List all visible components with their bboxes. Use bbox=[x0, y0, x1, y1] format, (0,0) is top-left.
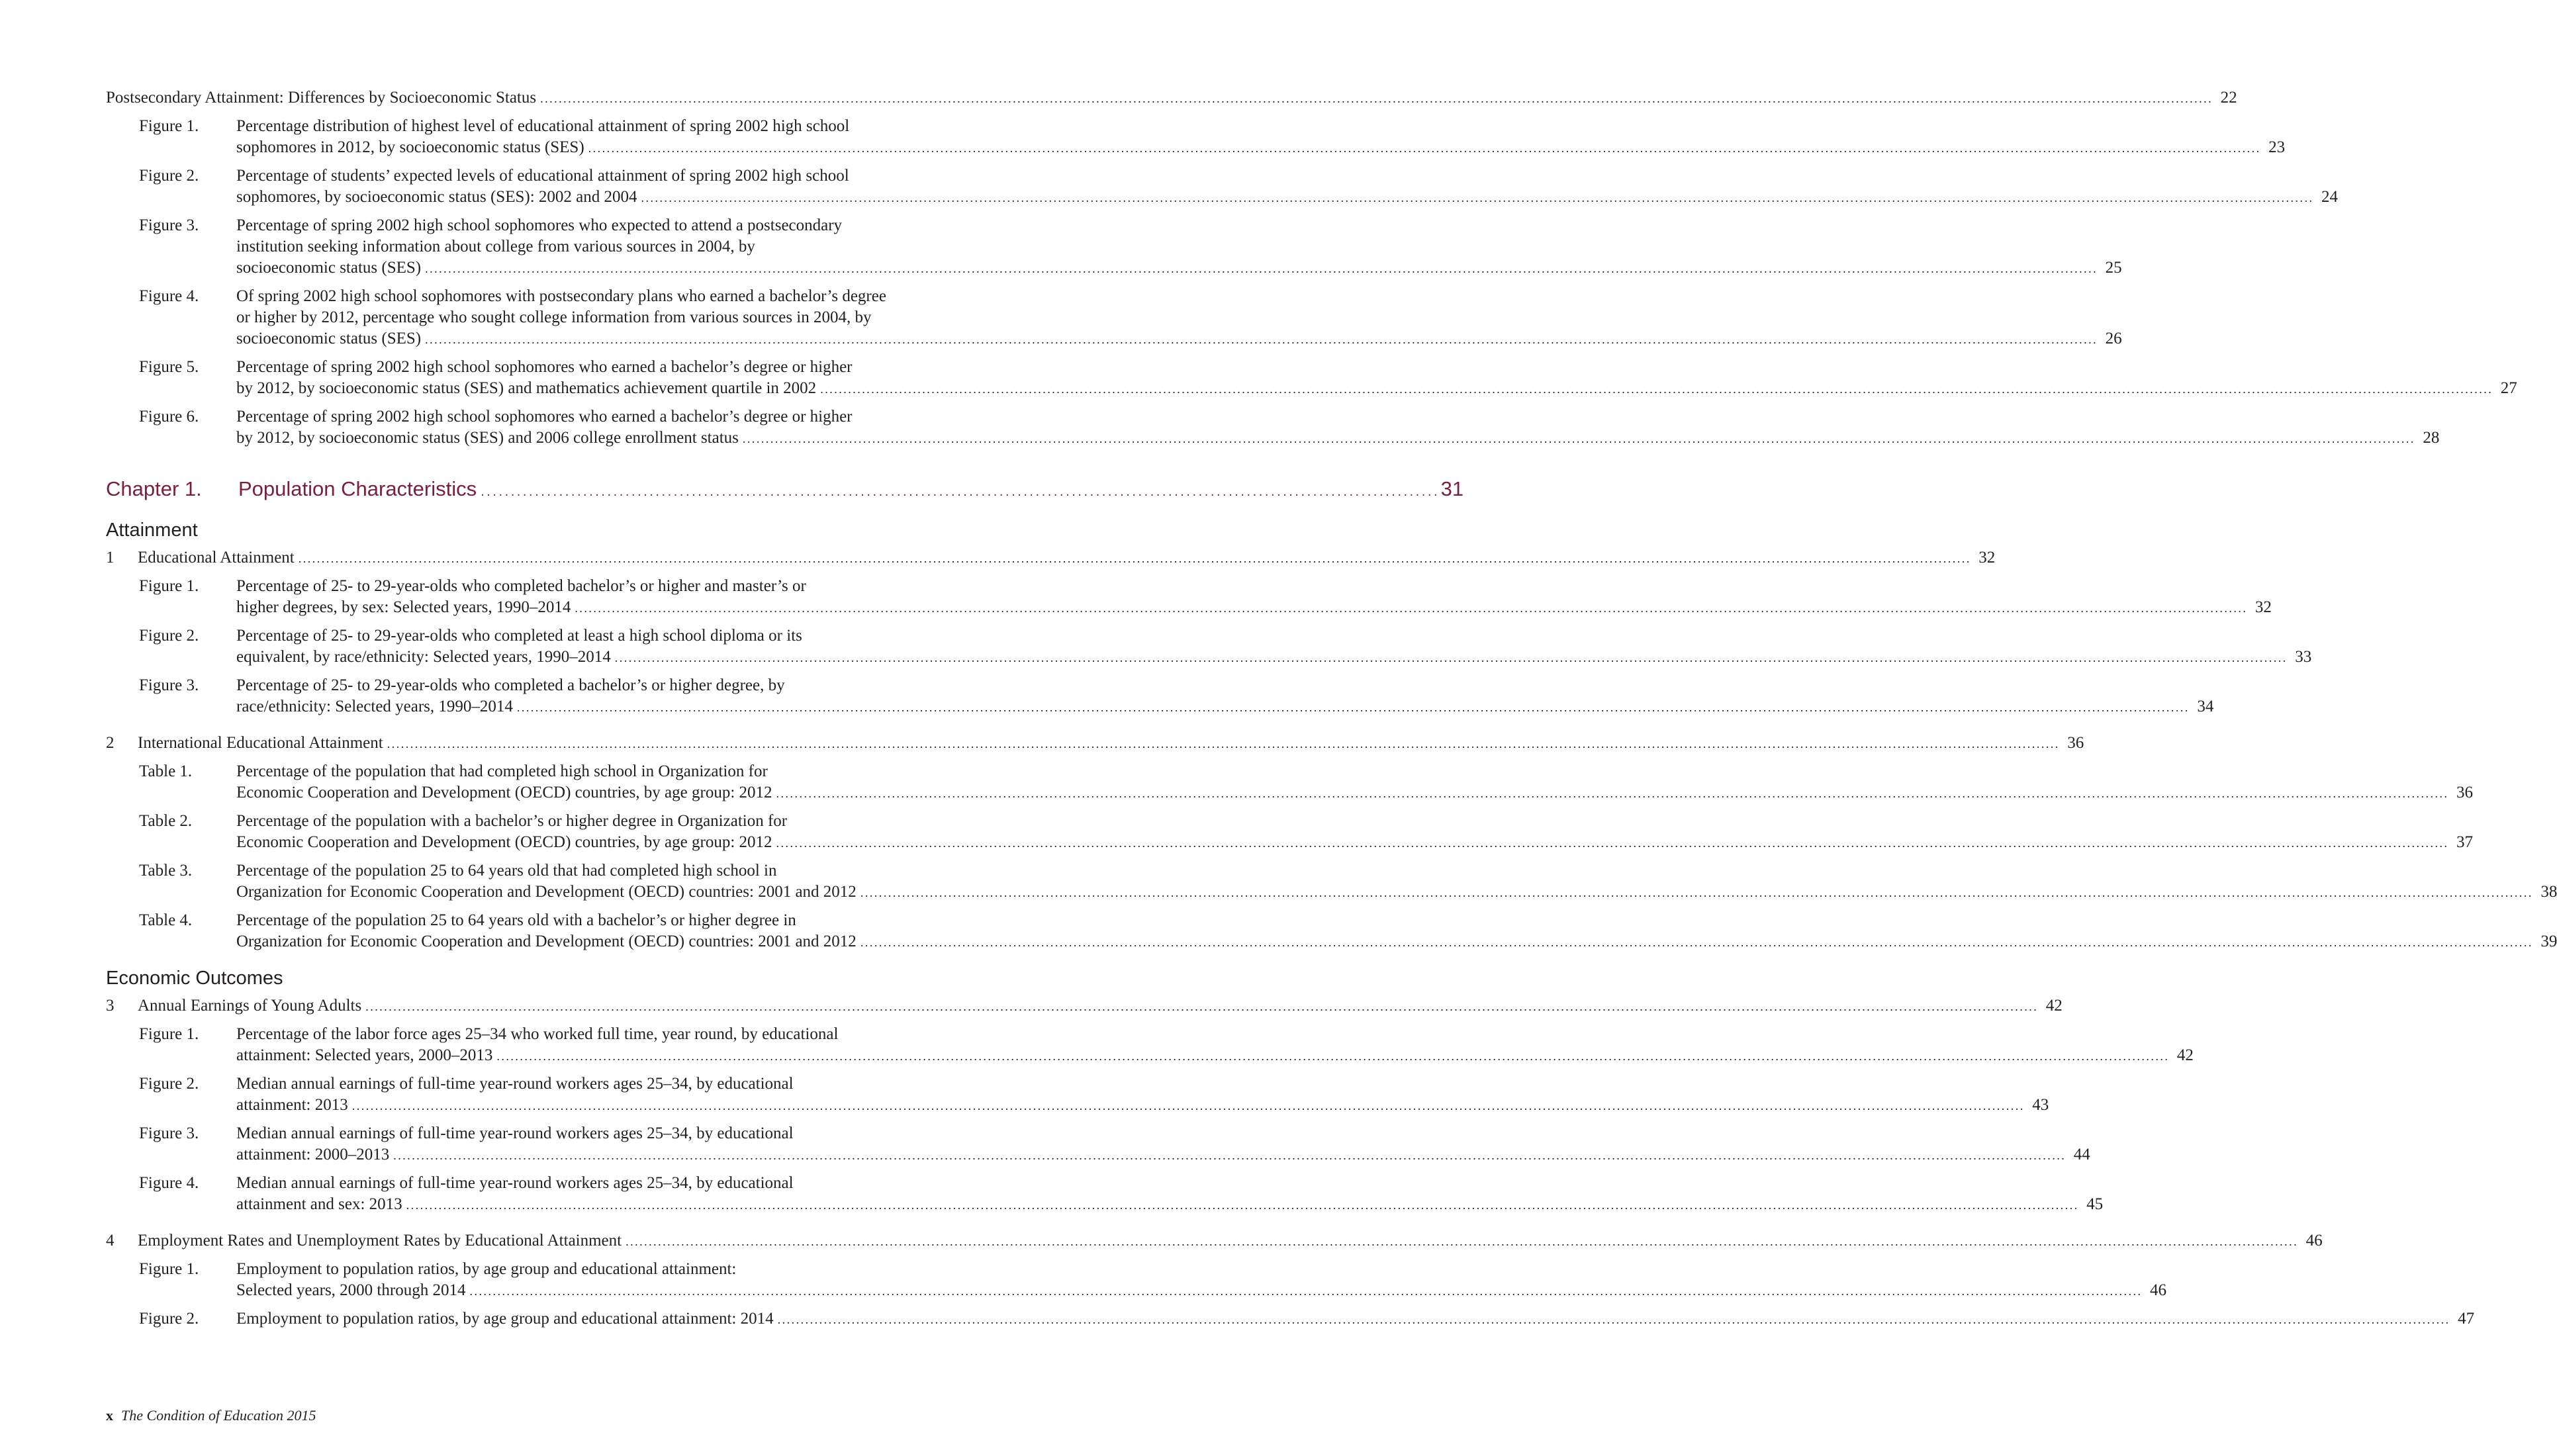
indicator-entry[interactable] bbox=[106, 547, 1996, 569]
item-last-line bbox=[236, 1194, 2103, 1216]
item-body bbox=[236, 1123, 2090, 1166]
figure-entry[interactable] bbox=[106, 625, 2312, 668]
item-body bbox=[236, 1073, 2049, 1116]
item-last-line bbox=[236, 137, 2285, 159]
item-body bbox=[236, 811, 2473, 854]
item-last-line bbox=[236, 1308, 2474, 1330]
footer-publication-title: The Condition of Education 2015 bbox=[121, 1407, 316, 1424]
page-number: 32 bbox=[1978, 549, 1996, 567]
item-line: Percentage of the population with a bachelor’s or higher degree in Organization for bbox=[236, 812, 788, 830]
dot-leader bbox=[575, 598, 2245, 619]
page-number: 22 bbox=[2220, 89, 2237, 107]
figure-entry[interactable] bbox=[106, 1123, 2090, 1166]
figure-entry[interactable] bbox=[106, 165, 2338, 208]
item-line: Employment to population ratios, by age group and educational attainment: bbox=[236, 1260, 737, 1278]
item-last-line bbox=[236, 378, 2517, 400]
figure-entry[interactable] bbox=[106, 576, 2272, 619]
item-label: Figure 6. bbox=[139, 408, 199, 426]
item-body bbox=[236, 675, 2213, 718]
dot-leader bbox=[425, 329, 2096, 350]
page-number: 42 bbox=[2176, 1046, 2194, 1064]
indicator-entry-title: Educational Attainment bbox=[138, 549, 295, 567]
item-line: Economic Cooperation and Development (OECD) countries, by age group: 2012 bbox=[236, 784, 772, 801]
item-body bbox=[236, 625, 2311, 668]
item-line: higher degrees, by sex: Selected years, 1990–2014 bbox=[236, 598, 571, 616]
item-label: Figure 2. bbox=[139, 1075, 199, 1093]
dot-leader bbox=[743, 428, 2413, 449]
page-number: 46 bbox=[2149, 1281, 2166, 1299]
indicator-number: 2 bbox=[106, 734, 115, 752]
dot-leader bbox=[776, 833, 2447, 854]
figure-entry[interactable] bbox=[106, 357, 2517, 400]
page-number: 28 bbox=[2423, 429, 2440, 447]
item-body bbox=[236, 1308, 2474, 1330]
footer-page-number: x bbox=[106, 1407, 113, 1424]
section-entry-title: Postsecondary Attainment: Differences by Socioeconomic Status bbox=[106, 89, 537, 107]
figure-entry[interactable] bbox=[106, 406, 2440, 449]
dot-leader bbox=[860, 882, 2531, 903]
dot-leader bbox=[641, 187, 2312, 208]
section-entry[interactable] bbox=[106, 87, 2237, 109]
item-line: Selected years, 2000 through 2014 bbox=[236, 1281, 466, 1299]
item-label: Figure 1. bbox=[139, 1260, 199, 1278]
dot-leader bbox=[481, 478, 1436, 505]
item-line: sophomores in 2012, by socioeconomic status (SES) bbox=[236, 138, 584, 156]
dot-leader bbox=[496, 1046, 2167, 1067]
indicator-entry-title: Employment Rates and Unemployment Rates by Educational Attainment bbox=[138, 1232, 622, 1250]
item-line: Percentage distribution of highest level of educational attainment of spring 2002 high school bbox=[236, 117, 850, 135]
item-last-line bbox=[236, 647, 2311, 668]
item-last-line bbox=[236, 187, 2338, 208]
item-line: Percentage of 25- to 29-year-olds who completed at least a high school diploma or its bbox=[236, 627, 802, 645]
item-label: Figure 4. bbox=[139, 287, 199, 305]
item-label: Figure 3. bbox=[139, 216, 199, 234]
subsection-heading: Economic Outcomes bbox=[106, 968, 283, 989]
item-line: Of spring 2002 high school sophomores with postsecondary plans who earned a bachelor’s degree bbox=[236, 287, 886, 305]
item-label: Table 1. bbox=[139, 762, 193, 780]
item-line: Percentage of the labor force ages 25–34 who worked full time, year round, by educational bbox=[236, 1025, 839, 1043]
indicator-entry-title: International Educational Attainment bbox=[138, 734, 383, 752]
item-label: Figure 2. bbox=[139, 167, 199, 185]
page-number: 39 bbox=[2540, 933, 2557, 950]
indicator-block bbox=[106, 547, 2312, 718]
item-line: or higher by 2012, percentage who sought college information from various sources in 2004, by bbox=[236, 308, 872, 326]
item-line: by 2012, by socioeconomic status (SES) and 2006 college enrollment status bbox=[236, 429, 739, 447]
item-line: Percentage of spring 2002 high school sophomores who earned a bachelor’s degree or higher bbox=[236, 358, 853, 376]
page-number: 37 bbox=[2456, 833, 2474, 851]
item-last-line bbox=[236, 931, 2557, 953]
item-line: sophomores, by socioeconomic status (SES): 2002 and 2004 bbox=[236, 188, 637, 206]
item-label: Table 2. bbox=[139, 812, 193, 830]
page-number: 46 bbox=[2305, 1232, 2323, 1250]
item-line: Percentage of 25- to 29-year-olds who completed a bachelor’s or higher degree, by bbox=[236, 676, 785, 694]
table-entry[interactable] bbox=[106, 860, 2557, 903]
item-line: Employment to population ratios, by age group and educational attainment: 2014 bbox=[236, 1310, 774, 1328]
indicator-number: 4 bbox=[106, 1232, 115, 1250]
figure-entry[interactable] bbox=[106, 1259, 2166, 1302]
item-line: socioeconomic status (SES) bbox=[236, 259, 422, 277]
indicator-block bbox=[106, 1230, 2475, 1330]
figure-entry[interactable] bbox=[106, 1024, 2194, 1067]
dot-leader bbox=[365, 996, 2036, 1017]
item-line: Median annual earnings of full-time year-round workers ages 25–34, by educational bbox=[236, 1075, 794, 1093]
indicator-entry[interactable] bbox=[106, 995, 2063, 1017]
chapter-label: Chapter 1. bbox=[106, 477, 202, 500]
item-line: Percentage of the population 25 to 64 years old that had completed high school in bbox=[236, 862, 777, 880]
dot-leader bbox=[615, 647, 2286, 668]
item-line: attainment: Selected years, 2000–2013 bbox=[236, 1046, 493, 1064]
intro-section bbox=[106, 87, 2517, 449]
item-line: attainment: 2013 bbox=[236, 1096, 348, 1114]
item-label: Figure 2. bbox=[139, 627, 199, 645]
item-body bbox=[236, 1173, 2103, 1216]
item-body bbox=[236, 1259, 2166, 1302]
page-number: 44 bbox=[2073, 1146, 2090, 1163]
item-label: Figure 3. bbox=[139, 1124, 199, 1142]
indicator-entry[interactable] bbox=[106, 1230, 2323, 1252]
item-line: Percentage of spring 2002 high school sophomores who earned a bachelor’s degree or higher bbox=[236, 408, 853, 426]
item-label: Figure 1. bbox=[139, 1025, 199, 1043]
item-label: Figure 1. bbox=[139, 117, 199, 135]
indicator-entry-title: Annual Earnings of Young Adults bbox=[138, 997, 362, 1015]
item-last-line bbox=[236, 597, 2272, 619]
item-line: attainment and sex: 2013 bbox=[236, 1195, 402, 1213]
item-label: Table 4. bbox=[139, 911, 193, 929]
page-number: 27 bbox=[2500, 379, 2517, 397]
item-last-line bbox=[236, 428, 2439, 449]
chapter-heading[interactable] bbox=[106, 476, 1464, 505]
figure-entry[interactable] bbox=[106, 1173, 2104, 1216]
dot-leader bbox=[387, 733, 2058, 754]
indicator-entry-text bbox=[106, 733, 383, 754]
figure-entry[interactable] bbox=[106, 1073, 2049, 1116]
item-line: Percentage of the population 25 to 64 years old with a bachelor’s or higher degree in bbox=[236, 911, 796, 929]
figure-entry[interactable] bbox=[106, 215, 2122, 279]
item-body bbox=[236, 576, 2272, 619]
item-label: Figure 5. bbox=[139, 358, 199, 376]
item-line: Organization for Economic Cooperation and Development (OECD) countries: 2001 and 2012 bbox=[236, 933, 857, 950]
dot-leader bbox=[425, 258, 2096, 279]
page-number: 33 bbox=[2295, 648, 2312, 666]
item-line: institution seeking information about college from various sources in 2004, by bbox=[236, 238, 755, 255]
dot-leader bbox=[778, 1309, 2448, 1330]
item-line: race/ethnicity: Selected years, 1990–2014 bbox=[236, 698, 513, 715]
indicator-entry-text bbox=[106, 1230, 622, 1251]
item-body bbox=[236, 761, 2473, 804]
item-line: Economic Cooperation and Development (OECD) countries, by age group: 2012 bbox=[236, 833, 772, 851]
item-body bbox=[236, 1024, 2194, 1067]
dot-leader bbox=[393, 1145, 2064, 1166]
item-line: attainment: 2000–2013 bbox=[236, 1146, 390, 1163]
item-last-line bbox=[236, 257, 2122, 279]
page-number: 43 bbox=[2032, 1096, 2049, 1114]
item-last-line bbox=[236, 1095, 2049, 1116]
indicator-block bbox=[106, 995, 2194, 1216]
item-label: Figure 2. bbox=[139, 1310, 199, 1328]
dot-leader bbox=[860, 932, 2531, 953]
item-line: by 2012, by socioeconomic status (SES) and mathematics achievement quartile in 2002 bbox=[236, 379, 817, 397]
indicator-number: 1 bbox=[106, 549, 115, 567]
dot-leader bbox=[517, 697, 2188, 718]
item-last-line bbox=[236, 882, 2557, 903]
subsection-heading: Attainment bbox=[106, 520, 198, 541]
table-entry[interactable] bbox=[106, 761, 2474, 804]
item-last-line bbox=[236, 1144, 2090, 1166]
item-last-line bbox=[236, 696, 2213, 718]
chapter-title: Population Characteristics bbox=[238, 477, 477, 500]
page-number: 25 bbox=[2105, 259, 2122, 277]
item-body bbox=[236, 357, 2517, 400]
page-number: 45 bbox=[2086, 1195, 2104, 1213]
indicator-entry-text bbox=[106, 995, 361, 1017]
chapter-page-number: 31 bbox=[1440, 477, 1464, 500]
dot-leader bbox=[352, 1095, 2023, 1116]
dot-leader bbox=[540, 88, 2211, 109]
item-line: Median annual earnings of full-time year-round workers ages 25–34, by educational bbox=[236, 1174, 794, 1192]
item-last-line bbox=[236, 1045, 2194, 1067]
figure-entry[interactable] bbox=[106, 116, 2286, 159]
page-footer bbox=[106, 1407, 316, 1424]
item-body bbox=[236, 165, 2338, 208]
table-of-contents bbox=[106, 87, 2557, 1330]
dot-leader bbox=[406, 1195, 2077, 1216]
item-line: socioeconomic status (SES) bbox=[236, 330, 422, 347]
page-number: 24 bbox=[2321, 188, 2338, 206]
page-number: 34 bbox=[2197, 698, 2214, 715]
item-line: Organization for Economic Cooperation and Development (OECD) countries: 2001 and 2012 bbox=[236, 883, 857, 901]
dot-leader bbox=[588, 138, 2259, 159]
page-number: 32 bbox=[2255, 598, 2272, 616]
item-last-line bbox=[236, 328, 2122, 350]
table-entry[interactable] bbox=[106, 910, 2557, 953]
indicator-block bbox=[106, 733, 2557, 953]
indicator-number: 3 bbox=[106, 997, 115, 1015]
page-number: 23 bbox=[2268, 138, 2286, 156]
page-number: 42 bbox=[2045, 997, 2063, 1015]
page-number: 36 bbox=[2456, 784, 2474, 801]
section-entry-text bbox=[106, 87, 536, 109]
item-body bbox=[236, 910, 2557, 953]
page-number: 38 bbox=[2540, 883, 2557, 901]
dot-leader bbox=[469, 1281, 2140, 1302]
item-line: equivalent, by race/ethnicity: Selected years, 1990–2014 bbox=[236, 648, 611, 666]
item-body bbox=[236, 116, 2285, 159]
dot-leader bbox=[626, 1231, 2296, 1252]
page-number: 47 bbox=[2458, 1310, 2475, 1328]
item-line: Percentage of the population that had completed high school in Organization for bbox=[236, 762, 768, 780]
item-line: Median annual earnings of full-time year-round workers ages 25–34, by educational bbox=[236, 1124, 794, 1142]
dot-leader bbox=[820, 379, 2491, 400]
dot-leader bbox=[776, 783, 2447, 804]
item-line: Percentage of students’ expected levels of educational attainment of spring 2002 high school bbox=[236, 167, 849, 185]
item-last-line bbox=[236, 782, 2473, 804]
indicator-entry[interactable] bbox=[106, 733, 2084, 754]
indicator-entry-text bbox=[106, 547, 295, 569]
item-label: Figure 3. bbox=[139, 676, 199, 694]
item-body bbox=[236, 406, 2439, 449]
toc-groups bbox=[106, 518, 2557, 1330]
dot-leader bbox=[299, 548, 1969, 569]
item-label: Figure 1. bbox=[139, 577, 199, 595]
item-body bbox=[236, 860, 2557, 903]
table-entry[interactable] bbox=[106, 811, 2474, 854]
figure-entry[interactable] bbox=[106, 1308, 2475, 1330]
item-label: Table 3. bbox=[139, 862, 193, 880]
page-number: 26 bbox=[2105, 330, 2122, 347]
figure-entry[interactable] bbox=[106, 675, 2214, 718]
page-number: 36 bbox=[2067, 734, 2084, 752]
item-line: Percentage of spring 2002 high school sophomores who expected to attend a postsecondary bbox=[236, 216, 843, 234]
item-line: Percentage of 25- to 29-year-olds who completed bachelor’s or higher and master’s or bbox=[236, 577, 806, 595]
item-body bbox=[236, 286, 2122, 350]
item-last-line bbox=[236, 1280, 2166, 1302]
item-label: Figure 4. bbox=[139, 1174, 199, 1192]
figure-entry[interactable] bbox=[106, 286, 2122, 350]
item-last-line bbox=[236, 832, 2473, 854]
item-body bbox=[236, 215, 2122, 279]
